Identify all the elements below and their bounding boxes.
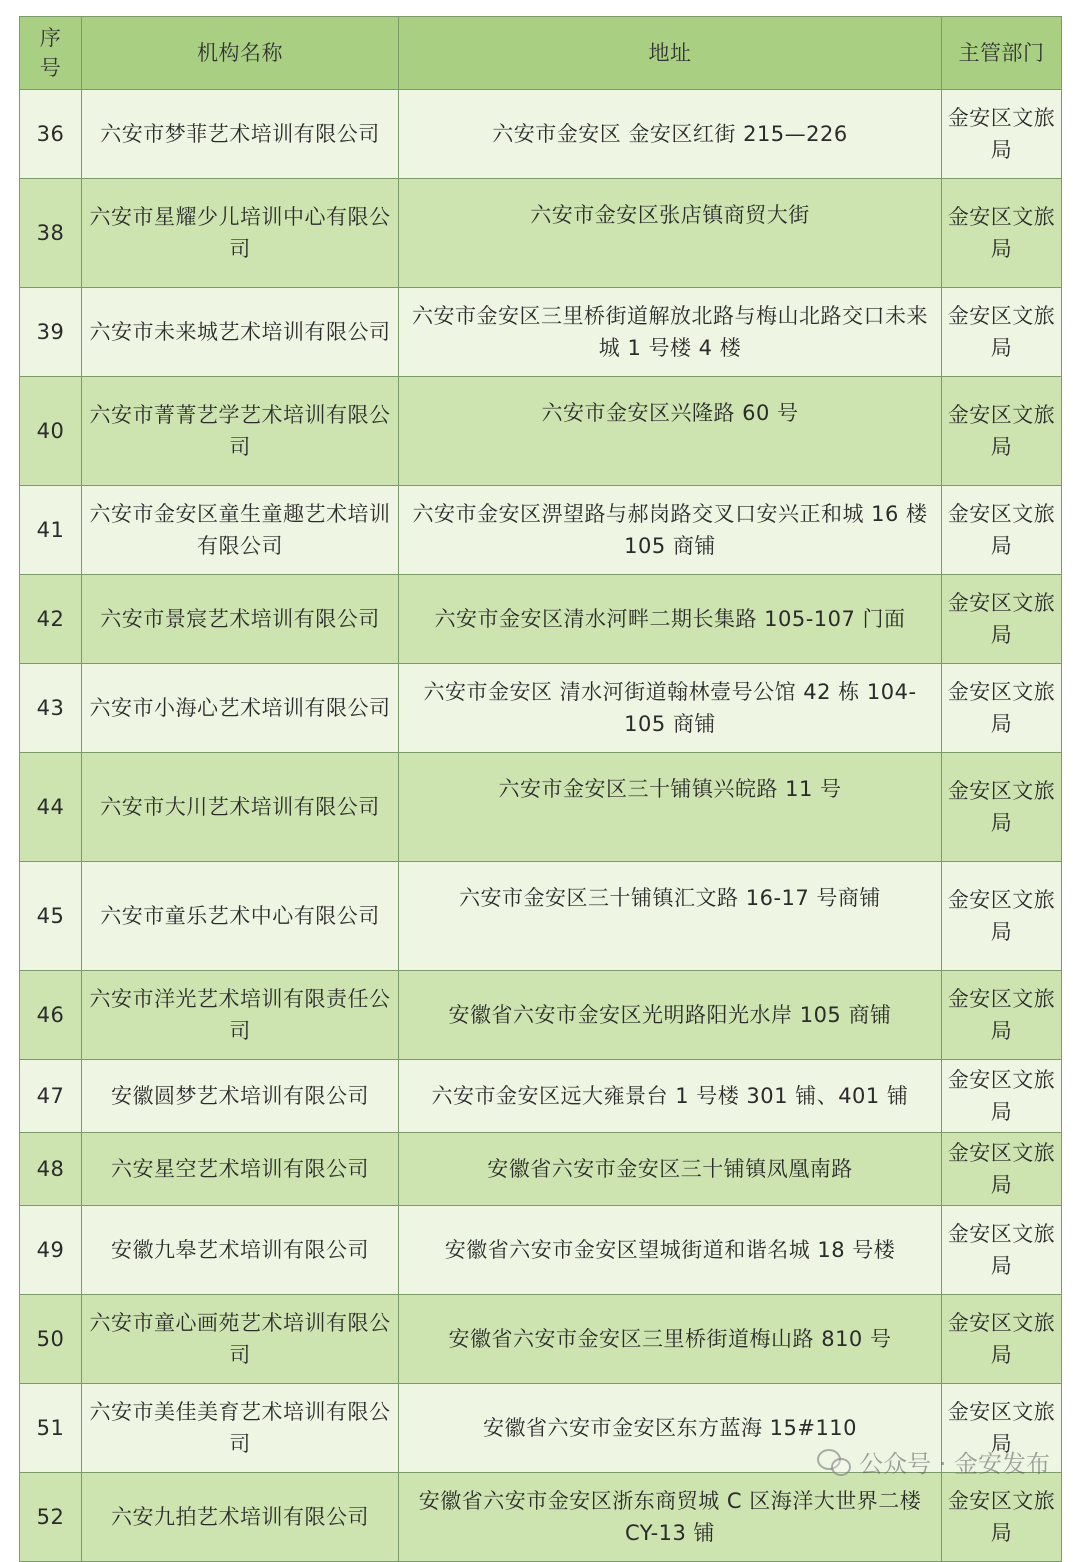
cell-serial: 41 [20,486,82,575]
cell-name: 六安九拍艺术培训有限公司 [82,1473,399,1562]
cell-dept: 金安区文旅局 [942,1473,1062,1562]
cell-name: 六安市小海心艺术培训有限公司 [82,664,399,753]
cell-serial: 46 [20,971,82,1060]
watermark-text: 公众号 · 金安发布 [859,1450,1050,1478]
cell-address: 六安市金安区三里桥街道解放北路与梅山北路交口未来城 1 号楼 4 楼 [399,288,942,377]
table-row [20,377,1062,486]
table-row [20,179,1062,288]
cell-dept: 金安区文旅局 [942,971,1062,1060]
table-row [20,1295,1062,1384]
cell-address: 安徽省六安市金安区浙东商贸城 C 区海洋大世界二楼 CY-13 铺 [399,1473,942,1562]
cell-address: 安徽省六安市金安区望城街道和谐名城 18 号楼 [399,1206,942,1295]
watermark [817,1444,1050,1479]
cell-serial: 52 [20,1473,82,1562]
cell-name: 六安市童心画苑艺术培训有限公司 [82,1295,399,1384]
cell-serial: 48 [20,1133,82,1206]
cell-dept: 金安区文旅局 [942,1060,1062,1133]
header-serial: 序号 [20,17,82,90]
cell-address: 六安市金安区远大雍景台 1 号楼 301 铺、401 铺 [399,1060,942,1133]
cell-dept: 金安区文旅局 [942,90,1062,179]
cell-name: 六安市景宸艺术培训有限公司 [82,575,399,664]
table-row [20,1473,1062,1562]
cell-name: 安徽九皋艺术培训有限公司 [82,1206,399,1295]
cell-serial: 39 [20,288,82,377]
cell-name: 六安市星耀少儿培训中心有限公司 [82,179,399,288]
table-row [20,1060,1062,1133]
cell-address: 安徽省六安市金安区东方蓝海 15#110 [399,1384,942,1473]
header-address: 地址 [399,17,942,90]
wechat-icon [817,1447,851,1477]
table-row [20,486,1062,575]
cell-serial: 44 [20,753,82,862]
table-row [20,753,1062,862]
cell-serial: 40 [20,377,82,486]
cell-name: 六安市未来城艺术培训有限公司 [82,288,399,377]
header-name: 机构名称 [82,17,399,90]
cell-name: 六安市梦菲艺术培训有限公司 [82,90,399,179]
cell-dept: 金安区文旅局 [942,1206,1062,1295]
cell-serial: 38 [20,179,82,288]
cell-serial: 42 [20,575,82,664]
cell-name: 六安市金安区童生童趣艺术培训有限公司 [82,486,399,575]
cell-name: 六安市大川艺术培训有限公司 [82,753,399,862]
cell-name: 六安市洋光艺术培训有限责任公司 [82,971,399,1060]
cell-name: 六安市美佳美育艺术培训有限公司 [82,1384,399,1473]
cell-serial: 45 [20,862,82,971]
table-body [20,90,1062,1562]
cell-dept: 金安区文旅局 [942,575,1062,664]
table-row [20,862,1062,971]
table-row [20,1206,1062,1295]
table-row [20,971,1062,1060]
table-header-row [20,17,1062,90]
cell-dept: 金安区文旅局 [942,486,1062,575]
institution-table [19,16,1062,1562]
cell-dept: 金安区文旅局 [942,179,1062,288]
cell-dept: 金安区文旅局 [942,288,1062,377]
table-row [20,288,1062,377]
cell-name: 六安星空艺术培训有限公司 [82,1133,399,1206]
cell-address: 安徽省六安市金安区光明路阳光水岸 105 商铺 [399,971,942,1060]
cell-address: 六安市金安区兴隆路 60 号 [399,377,942,486]
cell-address: 六安市金安区张店镇商贸大街 [399,179,942,288]
table-row [20,575,1062,664]
cell-address: 六安市金安区清水河畔二期长集路 105-107 门面 [399,575,942,664]
cell-address: 六安市金安区三十铺镇汇文路 16-17 号商铺 [399,862,942,971]
cell-serial: 36 [20,90,82,179]
cell-address: 六安市金安区淠望路与郝岗路交叉口安兴正和城 16 楼 105 商铺 [399,486,942,575]
cell-serial: 43 [20,664,82,753]
cell-serial: 50 [20,1295,82,1384]
cell-dept: 金安区文旅局 [942,1384,1062,1473]
cell-dept: 金安区文旅局 [942,1295,1062,1384]
table-row [20,664,1062,753]
cell-serial: 47 [20,1060,82,1133]
cell-address: 安徽省六安市金安区三里桥街道梅山路 810 号 [399,1295,942,1384]
cell-serial: 49 [20,1206,82,1295]
cell-name: 安徽圆梦艺术培训有限公司 [82,1060,399,1133]
cell-address: 六安市金安区三十铺镇兴皖路 11 号 [399,753,942,862]
cell-address: 六安市金安区 金安区红街 215—226 [399,90,942,179]
cell-dept: 金安区文旅局 [942,1133,1062,1206]
cell-address: 安徽省六安市金安区三十铺镇凤凰南路 [399,1133,942,1206]
cell-name: 六安市童乐艺术中心有限公司 [82,862,399,971]
cell-name: 六安市菁菁艺学艺术培训有限公司 [82,377,399,486]
table-row [20,90,1062,179]
cell-address: 六安市金安区 清水河街道翰林壹号公馆 42 栋 104-105 商铺 [399,664,942,753]
cell-dept: 金安区文旅局 [942,377,1062,486]
cell-dept: 金安区文旅局 [942,862,1062,971]
table-row [20,1133,1062,1206]
cell-dept: 金安区文旅局 [942,753,1062,862]
cell-dept: 金安区文旅局 [942,664,1062,753]
header-dept: 主管部门 [942,17,1062,90]
institution-table-container [19,16,1061,1562]
cell-serial: 51 [20,1384,82,1473]
